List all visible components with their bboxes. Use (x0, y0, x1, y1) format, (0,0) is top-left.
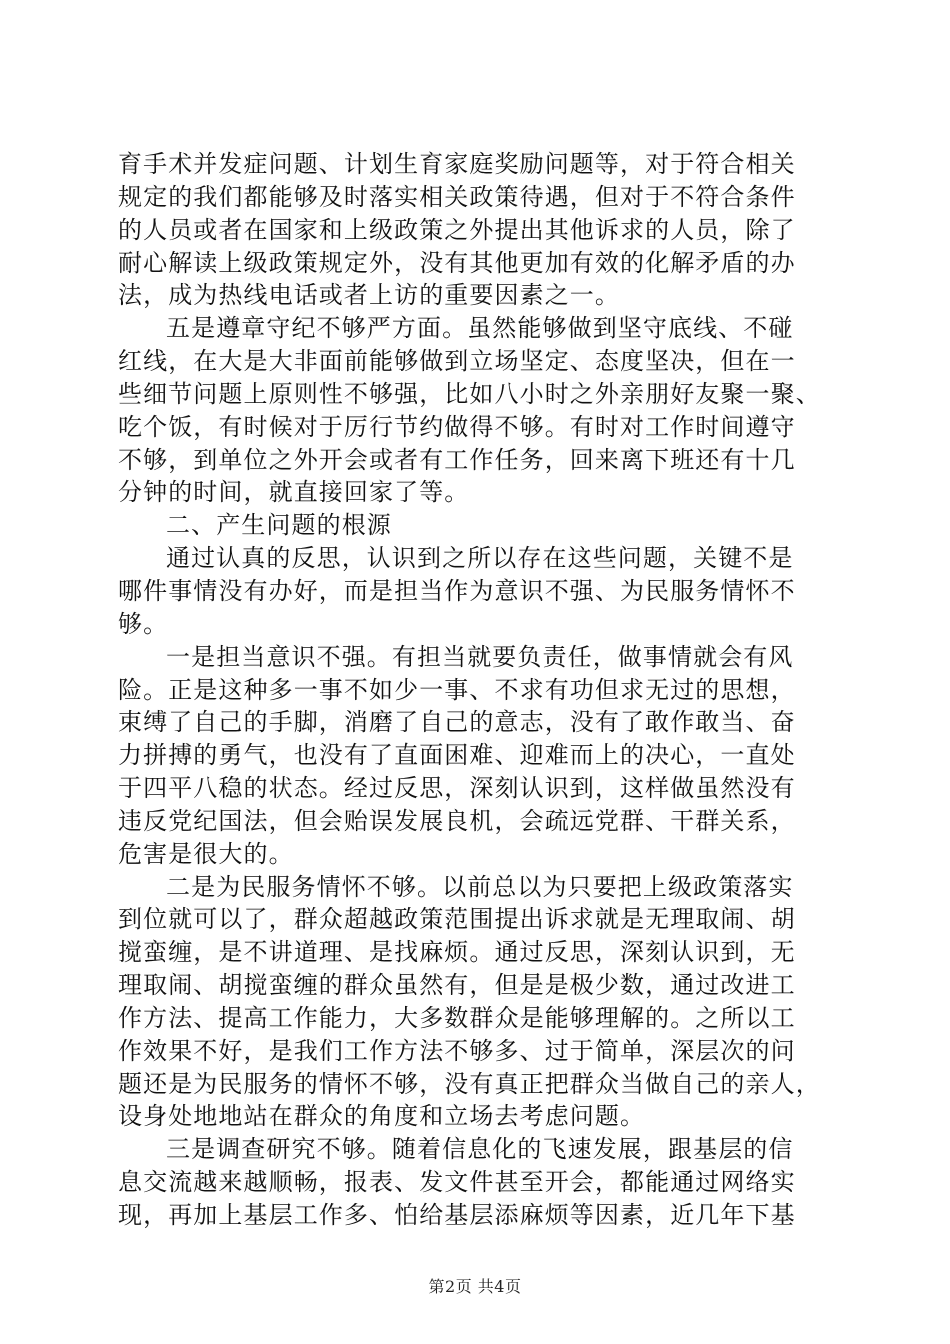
text-line: 五是遵章守纪不够严方面。虽然能够做到坚守底线、不碰 (166, 314, 794, 343)
text-line: 通过认真的反思，认识到之所以存在这些问题，关键不是 (166, 544, 794, 573)
text-line: 力拼搏的勇气，也没有了直面困难、迎难而上的决心，一直处 (118, 741, 796, 770)
text-line: 违反党纪国法，但会贻误发展良机，会疏远党群、干群关系， (118, 806, 796, 835)
text-line: 于四平八稳的状态。经过反思，深刻认识到，这样做虽然没有 (118, 774, 796, 803)
text-line: 到位就可以了，群众超越政策范围提出诉求就是无理取闹、胡 (118, 905, 796, 934)
text-line: 的人员或者在国家和上级政策之外提出其他诉求的人员，除了 (118, 215, 796, 244)
text-line: 耐心解读上级政策规定外，没有其他更加有效的化解矛盾的办 (118, 248, 796, 277)
page-footer: 第2页 共4页 (428, 1277, 522, 1296)
text-line: 够。 (118, 609, 169, 638)
text-line: 作方法、提高工作能力，大多数群众是能够理解的。之所以工 (118, 1003, 796, 1032)
text-line: 育手术并发症问题、计划生育家庭奖励问题等，对于符合相关 (118, 150, 796, 178)
body-text (118, 148, 836, 1232)
text-line: 现，再加上基层工作多、怕给基层添麻烦等因素，近几年下基 (118, 1201, 796, 1229)
text-line: 分钟的时间，就直接回家了等。 (118, 478, 470, 507)
text-line: 一是担当意识不强。有担当就要负责任，做事情就会有风 (166, 642, 794, 671)
text-line: 理取闹、胡搅蛮缠的群众虽然有，但是是极少数，通过改进工 (118, 971, 796, 1000)
text-line: 不够，到单位之外开会或者有工作任务，回来离下班还有十几 (118, 445, 796, 474)
text-line: 哪件事情没有办好，而是担当作为意识不强、为民服务情怀不 (118, 576, 796, 605)
text-line: 险。正是这种多一事不如少一事、不求有功但求无过的思想， (118, 675, 796, 704)
text-line: 二、产生问题的根源 (166, 511, 392, 540)
text-line: 束缚了自己的手脚，消磨了自己的意志，没有了敢作敢当、奋 (118, 708, 796, 737)
text-line: 法，成为热线电话或者上访的重要因素之一。 (118, 281, 620, 310)
text-line: 题还是为民服务的情怀不够，没有真正把群众当做自己的亲人， (118, 1069, 821, 1098)
text-line: 搅蛮缠，是不讲道理、是找麻烦。通过反思，深刻认识到，无 (118, 938, 796, 967)
text-line: 二是为民服务情怀不够。以前总以为只要把上级政策落实 (166, 872, 794, 901)
text-line: 规定的我们都能够及时落实相关政策待遇，但对于不符合条件 (118, 182, 796, 211)
text-line: 吃个饭，有时候对于厉行节约做得不够。有时对工作时间遵守 (118, 412, 796, 441)
text-line: 红线，在大是大非面前能够做到立场坚定、态度坚决，但在一 (118, 347, 796, 376)
text-line: 息交流越来越顺畅，报表、发文件甚至开会，都能通过网络实 (118, 1168, 796, 1197)
text-line: 危害是很大的。 (118, 839, 294, 868)
text-line: 些细节问题上原则性不够强，比如八小时之外亲朋好友聚一聚、 (118, 379, 821, 408)
text-line: 作效果不好，是我们工作方法不够多、过于简单，深层次的问 (118, 1036, 796, 1065)
text-line: 设身处地地站在群众的角度和立场去考虑问题。 (118, 1102, 646, 1131)
text-line: 三是调查研究不够。随着信息化的飞速发展，跟基层的信 (166, 1135, 794, 1164)
